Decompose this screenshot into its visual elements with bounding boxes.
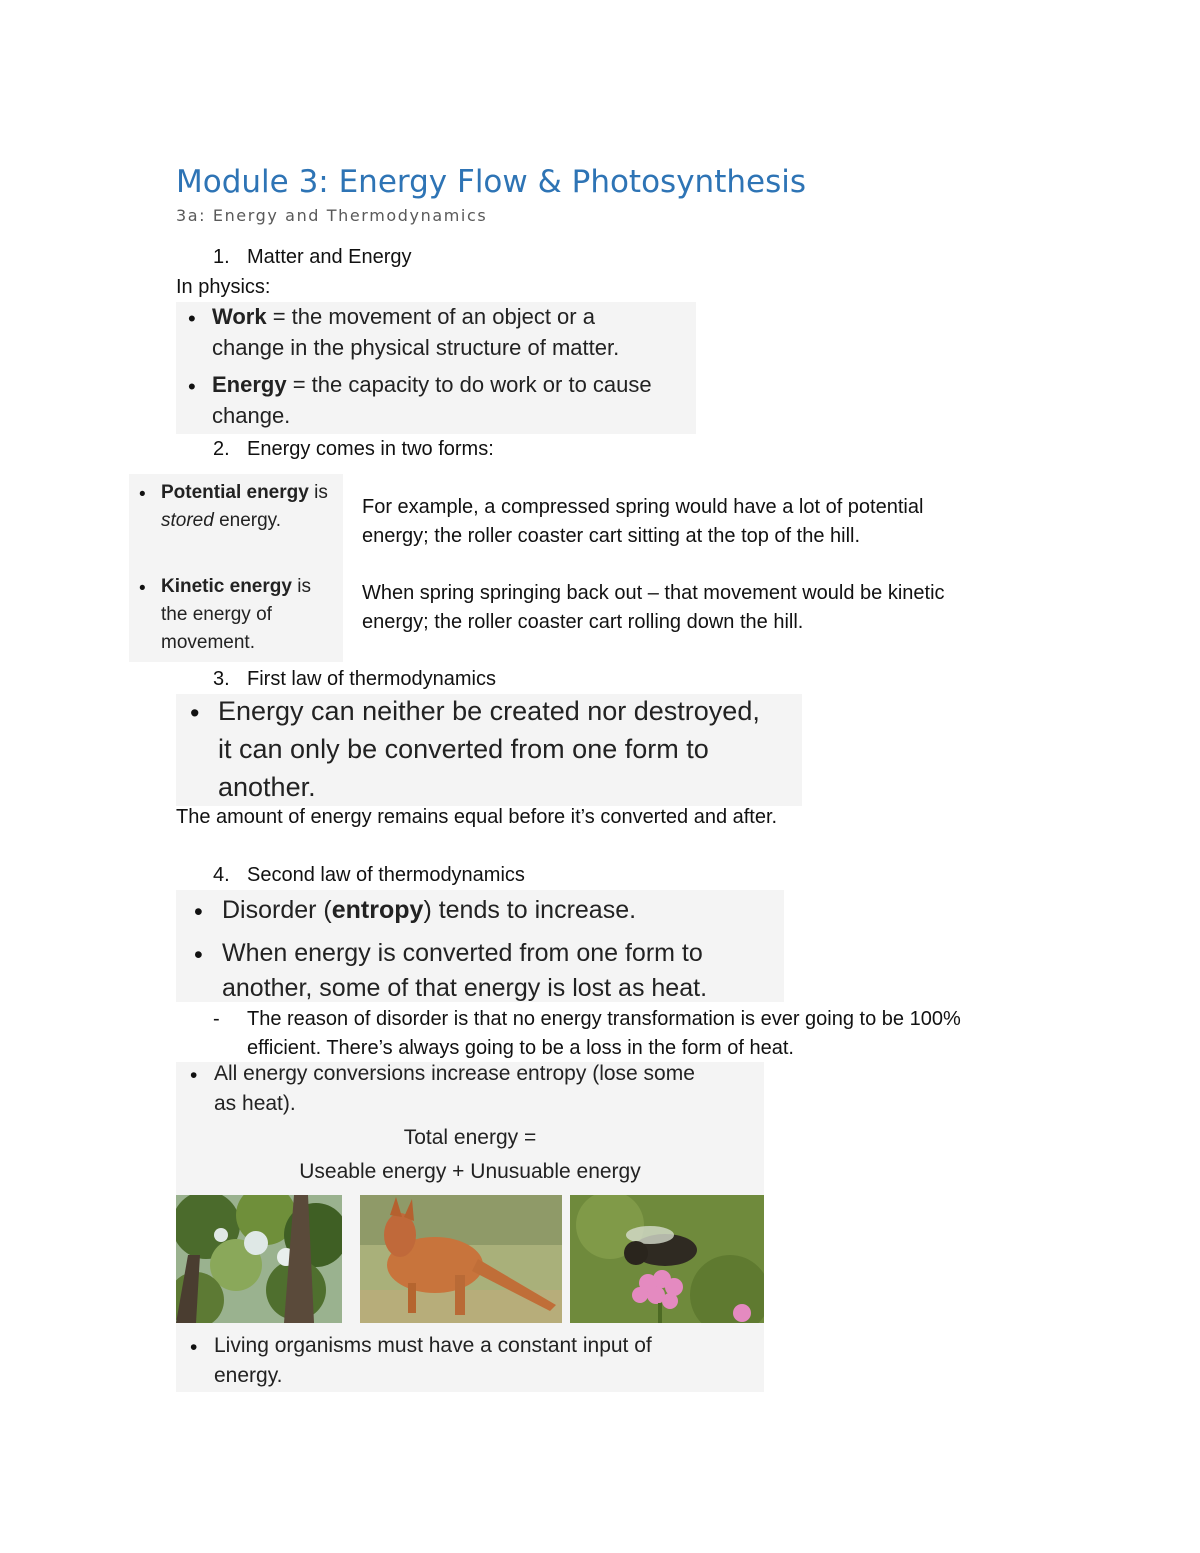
energy-sum-label: Useable energy + Unusuable energy xyxy=(299,1160,641,1183)
bullet-icon: • xyxy=(190,1064,198,1087)
section-heading-2 xyxy=(213,438,494,461)
potential-line-1: Potential energy is xyxy=(161,482,328,503)
potential-example-line-1: For example, a compressed spring would have a lot of potential xyxy=(362,496,924,518)
tree-canopy-photo xyxy=(176,1195,342,1323)
work-definition-line-1: Work = the movement of an object or a xyxy=(212,304,595,329)
entropy-line-2: as heat). xyxy=(214,1092,296,1115)
second-law-note-line-1: The reason of disorder is that no energy transformation is ever going to be 100% xyxy=(247,1008,961,1030)
bullet-icon: • xyxy=(188,374,196,399)
first-law-image xyxy=(176,694,802,806)
bullet-icon: • xyxy=(139,484,146,505)
bullet-icon: • xyxy=(190,1336,198,1359)
section-heading-4 xyxy=(213,864,525,887)
in-physics-label: In physics: xyxy=(176,276,271,298)
document-title: Module 3: Energy Flow & Photosynthesis xyxy=(176,164,806,200)
kinetic-example-line-1: When spring springing back out – that movement would be kinetic xyxy=(362,582,945,604)
first-law-line-1: Energy can neither be created nor destroyed, xyxy=(218,696,760,726)
entropy-line-1: All energy conversions increase entropy (lose some xyxy=(214,1062,695,1085)
second-law-image xyxy=(176,890,784,1002)
first-law-note: The amount of energy remains equal before it’s converted and after. xyxy=(176,806,778,828)
energy-definition-line-2: change. xyxy=(212,403,291,428)
bullet-icon: • xyxy=(188,306,196,331)
work-energy-definition-image xyxy=(176,302,696,434)
potential-example-line-2: energy; the roller coaster cart sitting at the top of the hill. xyxy=(362,525,861,547)
section-number: 3. xyxy=(213,668,230,690)
kangaroo-photo xyxy=(360,1195,562,1323)
work-definition-line-2: change in the physical structure of matter. xyxy=(212,335,620,360)
section-label: Second law of thermodynamics xyxy=(247,864,525,886)
energy-definition-line-1: Energy = the capacity to do work or to cause xyxy=(212,372,652,397)
second-law-line-1: Disorder (entropy) tends to increase. xyxy=(222,896,637,924)
kinetic-line-1: Kinetic energy is xyxy=(161,576,311,597)
first-law-line-2: it can only be converted from one form to xyxy=(218,734,709,764)
section-label: First law of thermodynamics xyxy=(247,668,496,690)
bee-on-flower-photo xyxy=(570,1195,764,1323)
first-law-line-3: another. xyxy=(218,772,316,802)
note-dash: - xyxy=(213,1008,220,1030)
energy-forms-image xyxy=(129,474,343,662)
kinetic-line-3: movement. xyxy=(161,632,255,653)
bullet-icon: • xyxy=(194,941,203,969)
section-number: 1. xyxy=(213,246,230,268)
potential-line-2: stored energy. xyxy=(161,510,282,531)
kinetic-example-line-2: energy; the roller coaster cart rolling down the hill. xyxy=(362,611,804,633)
entropy-organisms-image xyxy=(176,1062,764,1392)
second-law-line-2: When energy is converted from one form to xyxy=(222,939,703,967)
section-number: 4. xyxy=(213,864,230,886)
bullet-icon: • xyxy=(194,898,203,926)
bullet-icon: • xyxy=(190,698,200,728)
kinetic-line-2: the energy of xyxy=(161,604,272,625)
section-number: 2. xyxy=(213,438,230,460)
living-line-1: Living organisms must have a constant input of xyxy=(214,1334,652,1357)
section-label: Matter and Energy xyxy=(247,246,412,268)
second-law-note-line-2: efficient. There’s always going to be a loss in the form of heat. xyxy=(247,1037,794,1059)
bullet-icon: • xyxy=(139,578,146,599)
second-law-line-3: another, some of that energy is lost as heat. xyxy=(222,974,708,1002)
section-heading-1 xyxy=(213,246,412,269)
total-energy-label: Total energy = xyxy=(403,1126,537,1149)
living-line-2: energy. xyxy=(214,1364,283,1387)
document-subtitle: 3a: Energy and Thermodynamics xyxy=(176,206,488,225)
section-heading-3 xyxy=(213,668,496,691)
section-label: Energy comes in two forms: xyxy=(247,438,494,460)
